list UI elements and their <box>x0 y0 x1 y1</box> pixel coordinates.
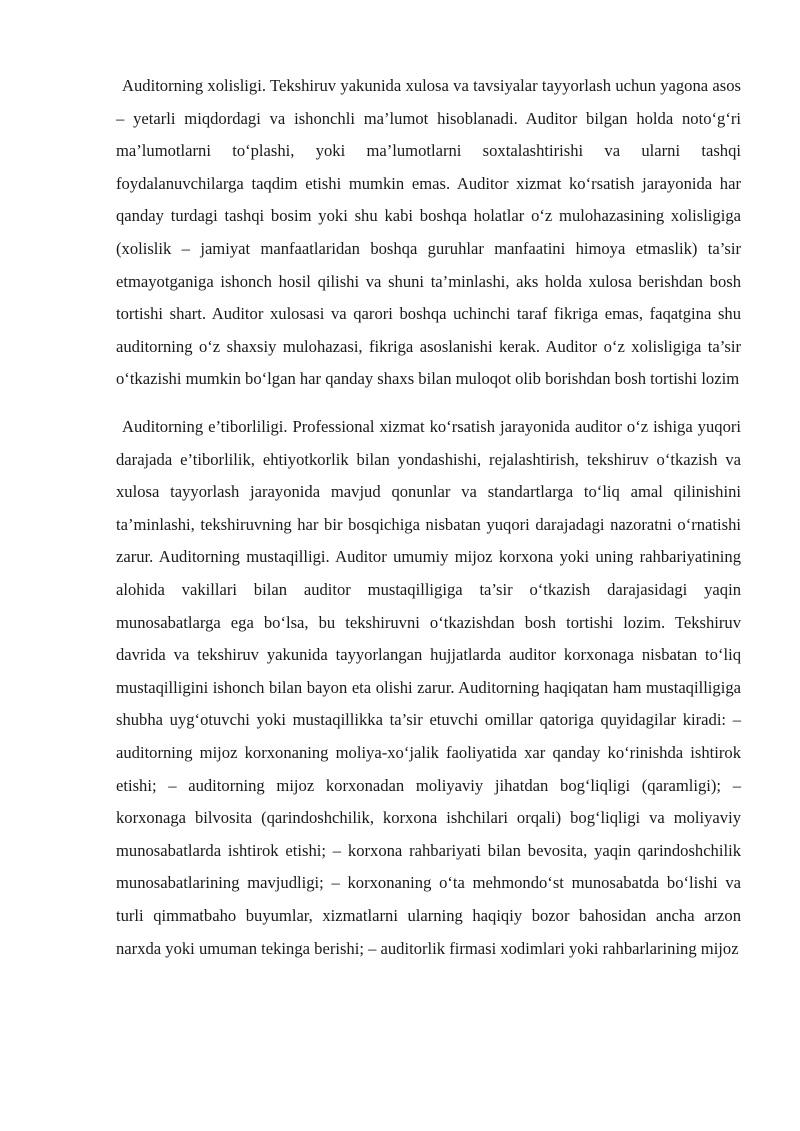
paragraph-auditor-attentiveness: Auditorning e’tiborliligi. Professional xizmat ko‘rsatish jarayonida auditor o‘z ishiga yuqori darajada e’tiborlilik, ehtiyotkorlik bilan yondashishi, rejalashtirish, tekshiruv o‘tkazish va xulosa tayyorlash jarayonida mavjud qonunlar va standartlarga to‘liq amal qilinishini ta’minlashi, tekshiruvning har bir bosqichiga nisbatan yuqori darajadagi nazoratni o‘rnatishi zarur. Auditorning mustaqilligi. Auditor umumiy mijoz korxona yoki uning rahbariyatining alohida vakillari bilan auditor mustaqilligiga ta’sir o‘tkazish darajasidagi yaqin munosabatlarga ega bo‘lsa, bu tekshiruvni o‘tkazishdan bosh tortishi lozim. Tekshiruv davrida va tekshiruv yakunida tayyorlangan hujjatlarda auditor korxonaga nisbatan to‘liq mustaqilligini ishonch bilan bayon eta olishi zarur. Auditorning haqiqatan ham mustaqilligiga shubha uyg‘otuvchi yoki mustaqillikka ta’sir etuvchi omillar qatoriga quyidagilar kiradi: – auditorning mijoz korxonaning moliya-xo‘jalik faoliyatida xar qanday ko‘rinishda ishtirok etishi; – auditorning mijoz korxonadan moliyaviy jihatdan bog‘liqligi (qaramligi); – korxonaga bilvosita (qarindoshchilik, korxona ishchilari orqali) bog‘liqligi va moliyaviy munosabatlarda ishtirok etishi; – korxona rahbariyati bilan bevosita, yaqin qarindoshchilik munosabatlarining mavjudligi; – korxonaning o‘ta mehmondo‘st munosabatda bo‘lishi va turli qimmatbaho buyumlar, xizmatlarni ularning haqiqiy bozor bahosidan ancha arzon narxda yoki umuman tekinga berishi; – auditorlik firmasi xodimlari yoki rahbarlarining mijoz <box>116 417 741 958</box>
paragraph-auditor-objectivity: Auditorning xolisligi. Tekshiruv yakunida xulosa va tavsiyalar tayyorlash uchun yagona asos – yetarli miqdordagi va ishonchli ma’lumot hisoblanadi. Auditor bilgan holda noto‘g‘ri ma’lumotlarni to‘plashi, yoki ma’lumotlarni soxtalashtirishi va ularni tashqi foydalanuvchilarga taqdim etishi mumkin emas. Auditor xizmat ko‘rsatish jarayonida har qanday turdagi tashqi bosim yoki shu kabi boshqa holatlar o‘z mulohazasining xolisligiga (xolislik – jamiyat manfaatlaridan boshqa guruhlar manfaatini himoya etmaslik) ta’sir etmayotganiga ishonch hosil qilishi va shuni ta’minlashi, aks holda xulosa berishdan bosh tortishi shart. Auditor xulosasi va qarori boshqa uchinchi taraf fikriga emas, faqatgina shu auditorning o‘z shaxsiy mulohazasi, fikriga asoslanishi kerak. Auditor o‘z xolisligiga ta’sir o‘tkazishi mumkin bo‘lgan har qanday shaxs bilan muloqot olib borishdan bosh tortishi lozim <box>116 76 741 389</box>
